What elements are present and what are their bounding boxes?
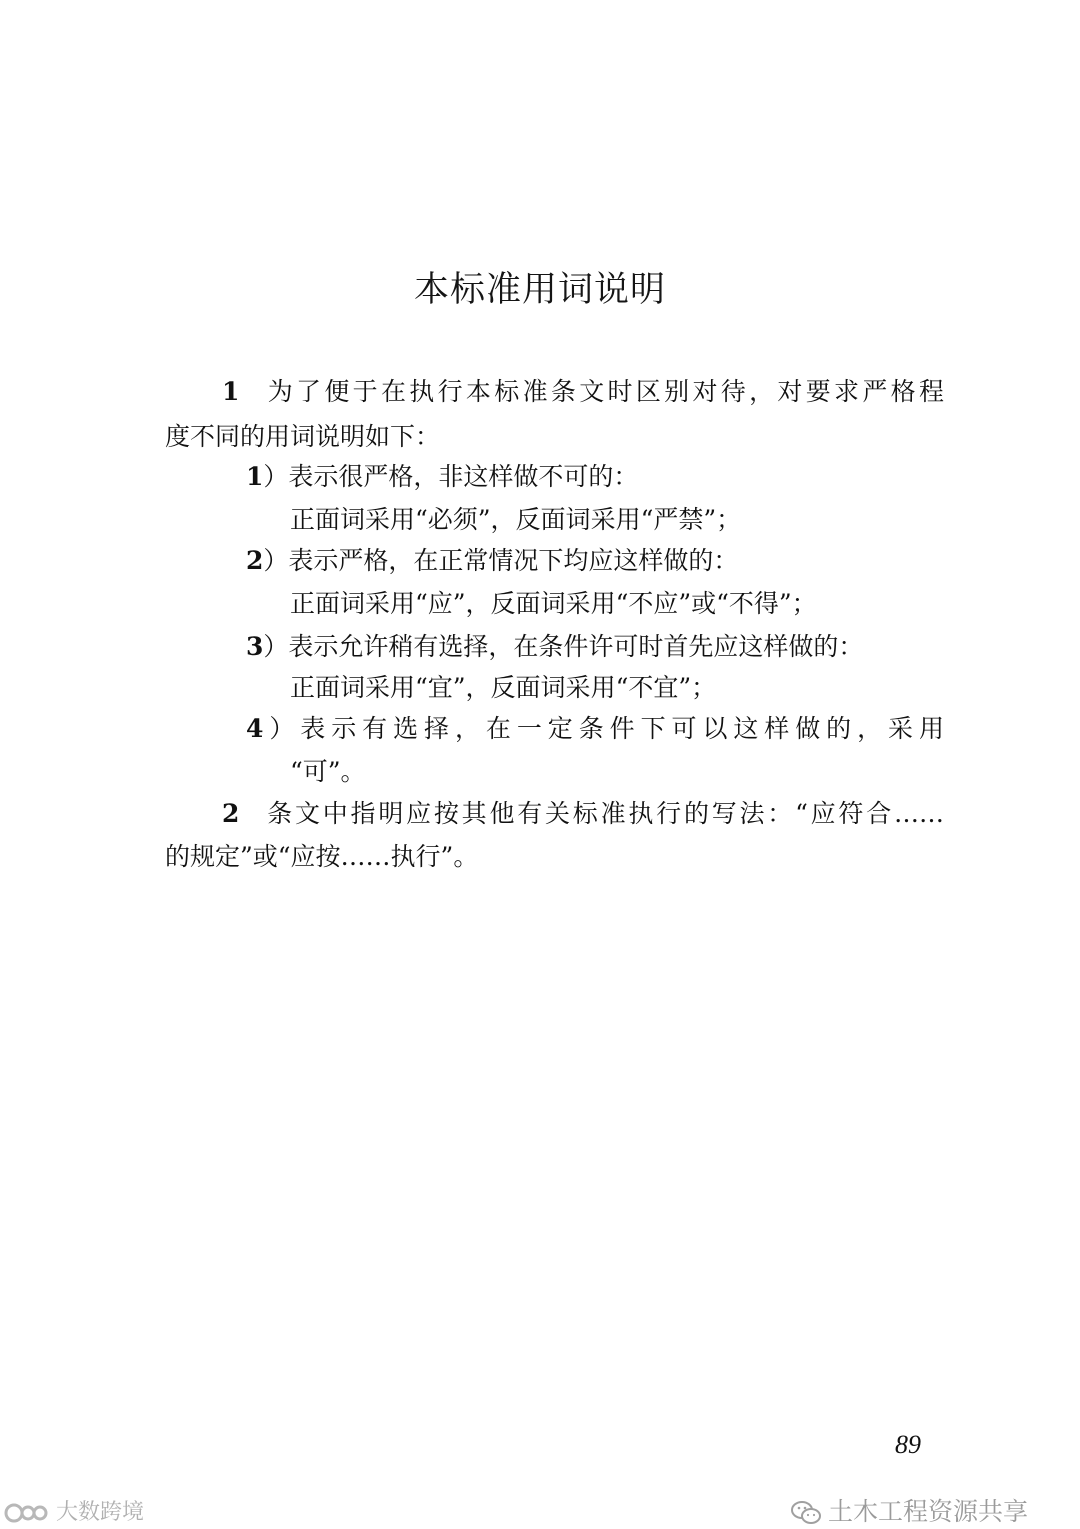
- item-text: ）表示允许稍有选择，在条件许可时首先应这样做的：: [263, 632, 864, 661]
- page-title: 本标准用词说明: [413, 270, 666, 310]
- watermark-right-text: 土木工程资源共享: [828, 1497, 1029, 1526]
- watermark-left: [4, 1495, 144, 1526]
- item-text: ）表示严格，在正常情况下均应这样做的：: [263, 546, 739, 575]
- watermark-right: [790, 1492, 1028, 1528]
- list-item-4-sub: “可”。: [290, 757, 366, 786]
- clause-1-line-2: 度不同的用词说明如下：: [165, 422, 441, 451]
- item-text: ）表示有选择，在一定条件下可以这样做的，采用: [263, 714, 944, 743]
- item-number: 1: [246, 462, 264, 491]
- list-item-2-sub: 正面词采用“应”，反面词采用“不应”或“不得”；: [290, 589, 817, 618]
- list-item-4: [246, 714, 944, 744]
- clause-1-line-1: [222, 377, 944, 407]
- item-text: ）表示很严格，非这样做不可的：: [263, 462, 639, 491]
- clause-number: 1: [222, 377, 240, 406]
- item-number: 3: [246, 632, 264, 661]
- watermark-left-text: 大数跨境: [56, 1500, 145, 1525]
- clause-2-line-1: [222, 799, 944, 829]
- list-item-1: [246, 462, 638, 492]
- item-number: 4: [246, 714, 264, 743]
- wechat-icon: [790, 1499, 822, 1527]
- list-item-3-sub: 正面词采用“宜”，反面词采用“不宜”；: [290, 673, 717, 702]
- item-number: 2: [246, 546, 264, 575]
- brand-logo-icon: [4, 1500, 52, 1526]
- list-item-1-sub: 正面词采用“必须”，反面词采用“严禁”；: [290, 505, 742, 534]
- clause-number: 2: [222, 799, 240, 828]
- clause-text: 条文中指明应按其他有关标准执行的写法：“应符合……: [264, 799, 944, 828]
- list-item-2: [246, 546, 738, 576]
- list-item-3: [246, 632, 863, 662]
- page-number: 89: [895, 1430, 921, 1459]
- clause-2-line-2: 的规定”或“应按……执行”。: [165, 842, 479, 871]
- clause-text: 为了便于在执行本标准条文时区别对待，对要求严格程: [264, 377, 944, 406]
